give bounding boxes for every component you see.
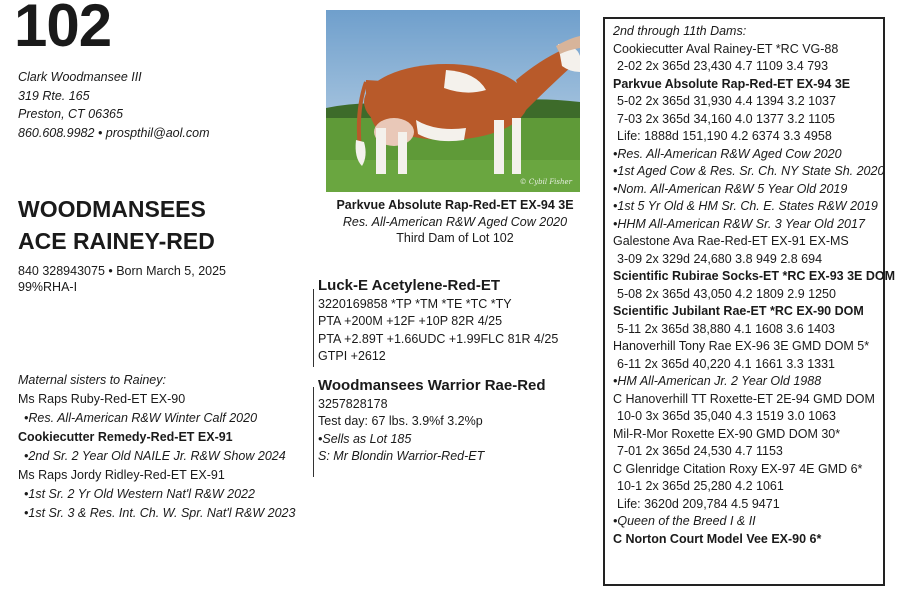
dam-record-line: 3-09 2x 329d 24,680 3.8 949 2.8 694 [617, 251, 823, 266]
dam-reg-line: 3257828178 [318, 397, 388, 412]
dam-record-line: Life: 1888d 151,190 4.2 6374 3.3 4958 [617, 129, 832, 143]
registration-block [18, 263, 226, 295]
sisters-heading: Maternal sisters to Rainey: [18, 373, 166, 387]
dam-award-line: •1st 5 Yr Old & HM Sr. Ch. E. States R&W 2019 [613, 199, 878, 213]
dam-award-line: •1st Aged Cow & Res. Sr. Ch. NY State Sh. 2020 [613, 164, 885, 178]
dam-name-line: C Hanoverhill TT Roxette-ET 2E-94 GMD DOM [613, 391, 875, 406]
sister-name: Ms Raps Ruby-Red-ET EX-90 [18, 392, 186, 406]
sire-reg-line: 3220169858 *TP *TM *TE *TC *TY [318, 297, 512, 311]
dam-record-line: 7-01 2x 365d 24,530 4.7 1153 [617, 444, 783, 458]
consignor-address-street: 319 Rte. 165 [18, 88, 90, 103]
dam-test-day: Test day: 67 lbs. 3.9%f 3.2%p [318, 414, 483, 429]
consignor-block [18, 68, 210, 142]
dam-name-line: Scientific Rubirae Socks-ET *RC EX-93 3E DOM [613, 269, 896, 283]
sister-name: Cookiecutter Remedy-Red-ET EX-91 [18, 430, 233, 444]
dam-record-line: 5-11 2x 365d 38,880 4.1 1608 3.6 1403 [617, 321, 836, 336]
rha-value: 99%RHA-I [18, 280, 78, 294]
dams-box [603, 17, 896, 586]
sister-note: •Res. All-American R&W Winter Calf 2020 [24, 411, 258, 425]
sire-name: Luck-E Acetylene-Red-ET [318, 277, 500, 294]
dam-sells-note: •Sells as Lot 185 [318, 431, 412, 446]
animal-name-line1: WOODMANSEES [18, 196, 206, 222]
sister-note: •1st Sr. 2 Yr Old Western Nat'l R&W 2022 [24, 487, 255, 501]
caption-relation: Third Dam of Lot 102 [396, 231, 514, 245]
dam-record-line: 2-02 2x 365d 23,430 4.7 1109 3.4 793 [617, 59, 829, 73]
dam-award-line: •Res. All-American R&W Aged Cow 2020 [613, 146, 842, 161]
photo-watermark: © Cybil Fisher [519, 178, 572, 186]
dam-name-line: Parkvue Absolute Rap-Red-ET EX-94 3E [613, 76, 851, 91]
maternal-sisters [18, 371, 308, 523]
dam-name-line: Cookiecutter Aval Rainey-ET *RC VG-88 [613, 41, 839, 56]
dam-record-line: 10-1 2x 365d 25,280 4.2 1061 [617, 479, 784, 493]
dam-award-line: •Nom. All-American R&W 5 Year Old 2019 [613, 181, 848, 196]
dam-bracket [313, 387, 314, 477]
registration-line: 840 328943075 • Born March 5, 2025 [18, 264, 227, 278]
dam-award-line: •HM All-American Jr. 2 Year Old 1988 [613, 374, 822, 388]
animal-name [18, 193, 215, 257]
cow-photo-illustration [326, 10, 580, 192]
dams-heading: 2nd through 11th Dams: [613, 24, 747, 38]
sire-gtpi: GTPI +2612 [318, 348, 386, 363]
dam-name-line: Hanoverhill Tony Rae EX-96 3E GMD DOM 5* [613, 339, 870, 353]
lot-number: 102 [14, 0, 112, 59]
dam-name-line: C Glenridge Citation Roxy EX-97 4E GMD 6* [613, 461, 863, 476]
dam-name: Woodmansees Warrior Rae-Red [318, 377, 546, 395]
dam-name-line: Galestone Ava Rae-Red-ET EX-91 EX-MS [613, 234, 849, 248]
dam-name-line: Mil-R-Mor Roxette EX-90 GMD DOM 30* [613, 426, 841, 441]
consignor-contact: 860.608.9982 • prospthil@aol.com [18, 125, 210, 140]
dam-record-line: 6-11 2x 365d 40,220 4.1 1661 3.3 1331 [617, 356, 836, 371]
sire-bracket [313, 289, 314, 367]
dam-record-line: 10-0 3x 365d 35,040 4.3 1519 3.0 1063 [617, 409, 836, 423]
sire-pta-type: PTA +2.89T +1.66UDC +1.99FLC 81R 4/25 [318, 331, 559, 346]
dam-name-line: Scientific Jubilant Rae-ET *RC EX-90 DOM [613, 304, 864, 318]
dam-record-line: 5-02 2x 365d 31,930 4.4 1394 3.2 1037 [617, 94, 836, 108]
consignor-address-city: Preston, CT 06365 [18, 107, 123, 121]
dam-award-line: •HHM All-American R&W Sr. 3 Year Old 2017 [613, 216, 865, 231]
cow-photo [326, 10, 580, 192]
caption-cow-name: Parkvue Absolute Rap-Red-ET EX-94 3E [336, 198, 574, 212]
pedigree [318, 276, 598, 465]
dam-record-line: 5-08 2x 365d 43,050 4.2 1809 2.9 1250 [617, 286, 836, 301]
sister-note: •2nd Sr. 2 Year Old NAILE Jr. R&W Show 2024 [24, 449, 286, 463]
sister-note: •1st Sr. 3 & Res. Int. Ch. W. Spr. Nat'l R&W 2023 [24, 506, 296, 520]
dam-sire: S: Mr Blondin Warrior-Red-ET [318, 449, 485, 464]
photo-caption [305, 197, 605, 247]
dams-lines [613, 41, 896, 549]
dam-record-line: 7-03 2x 365d 34,160 4.0 1377 3.2 1105 [617, 111, 836, 126]
caption-award: Res. All-American R&W Aged Cow 2020 [342, 214, 568, 229]
dam-record-line: Life: 3620d 209,784 4.5 9471 [617, 496, 780, 511]
sister-name: Ms Raps Jordy Ridley-Red-ET EX-91 [18, 468, 225, 482]
animal-name-line2: ACE RAINEY-RED [18, 228, 215, 254]
sire-pta-production: PTA +200M +12F +10P 82R 4/25 [318, 314, 503, 329]
consignor-name: Clark Woodmansee III [18, 70, 142, 84]
dam-name-line: C Norton Court Model Vee EX-90 6* [613, 531, 822, 546]
dam-award-line: •Queen of the Breed I & II [613, 514, 756, 528]
